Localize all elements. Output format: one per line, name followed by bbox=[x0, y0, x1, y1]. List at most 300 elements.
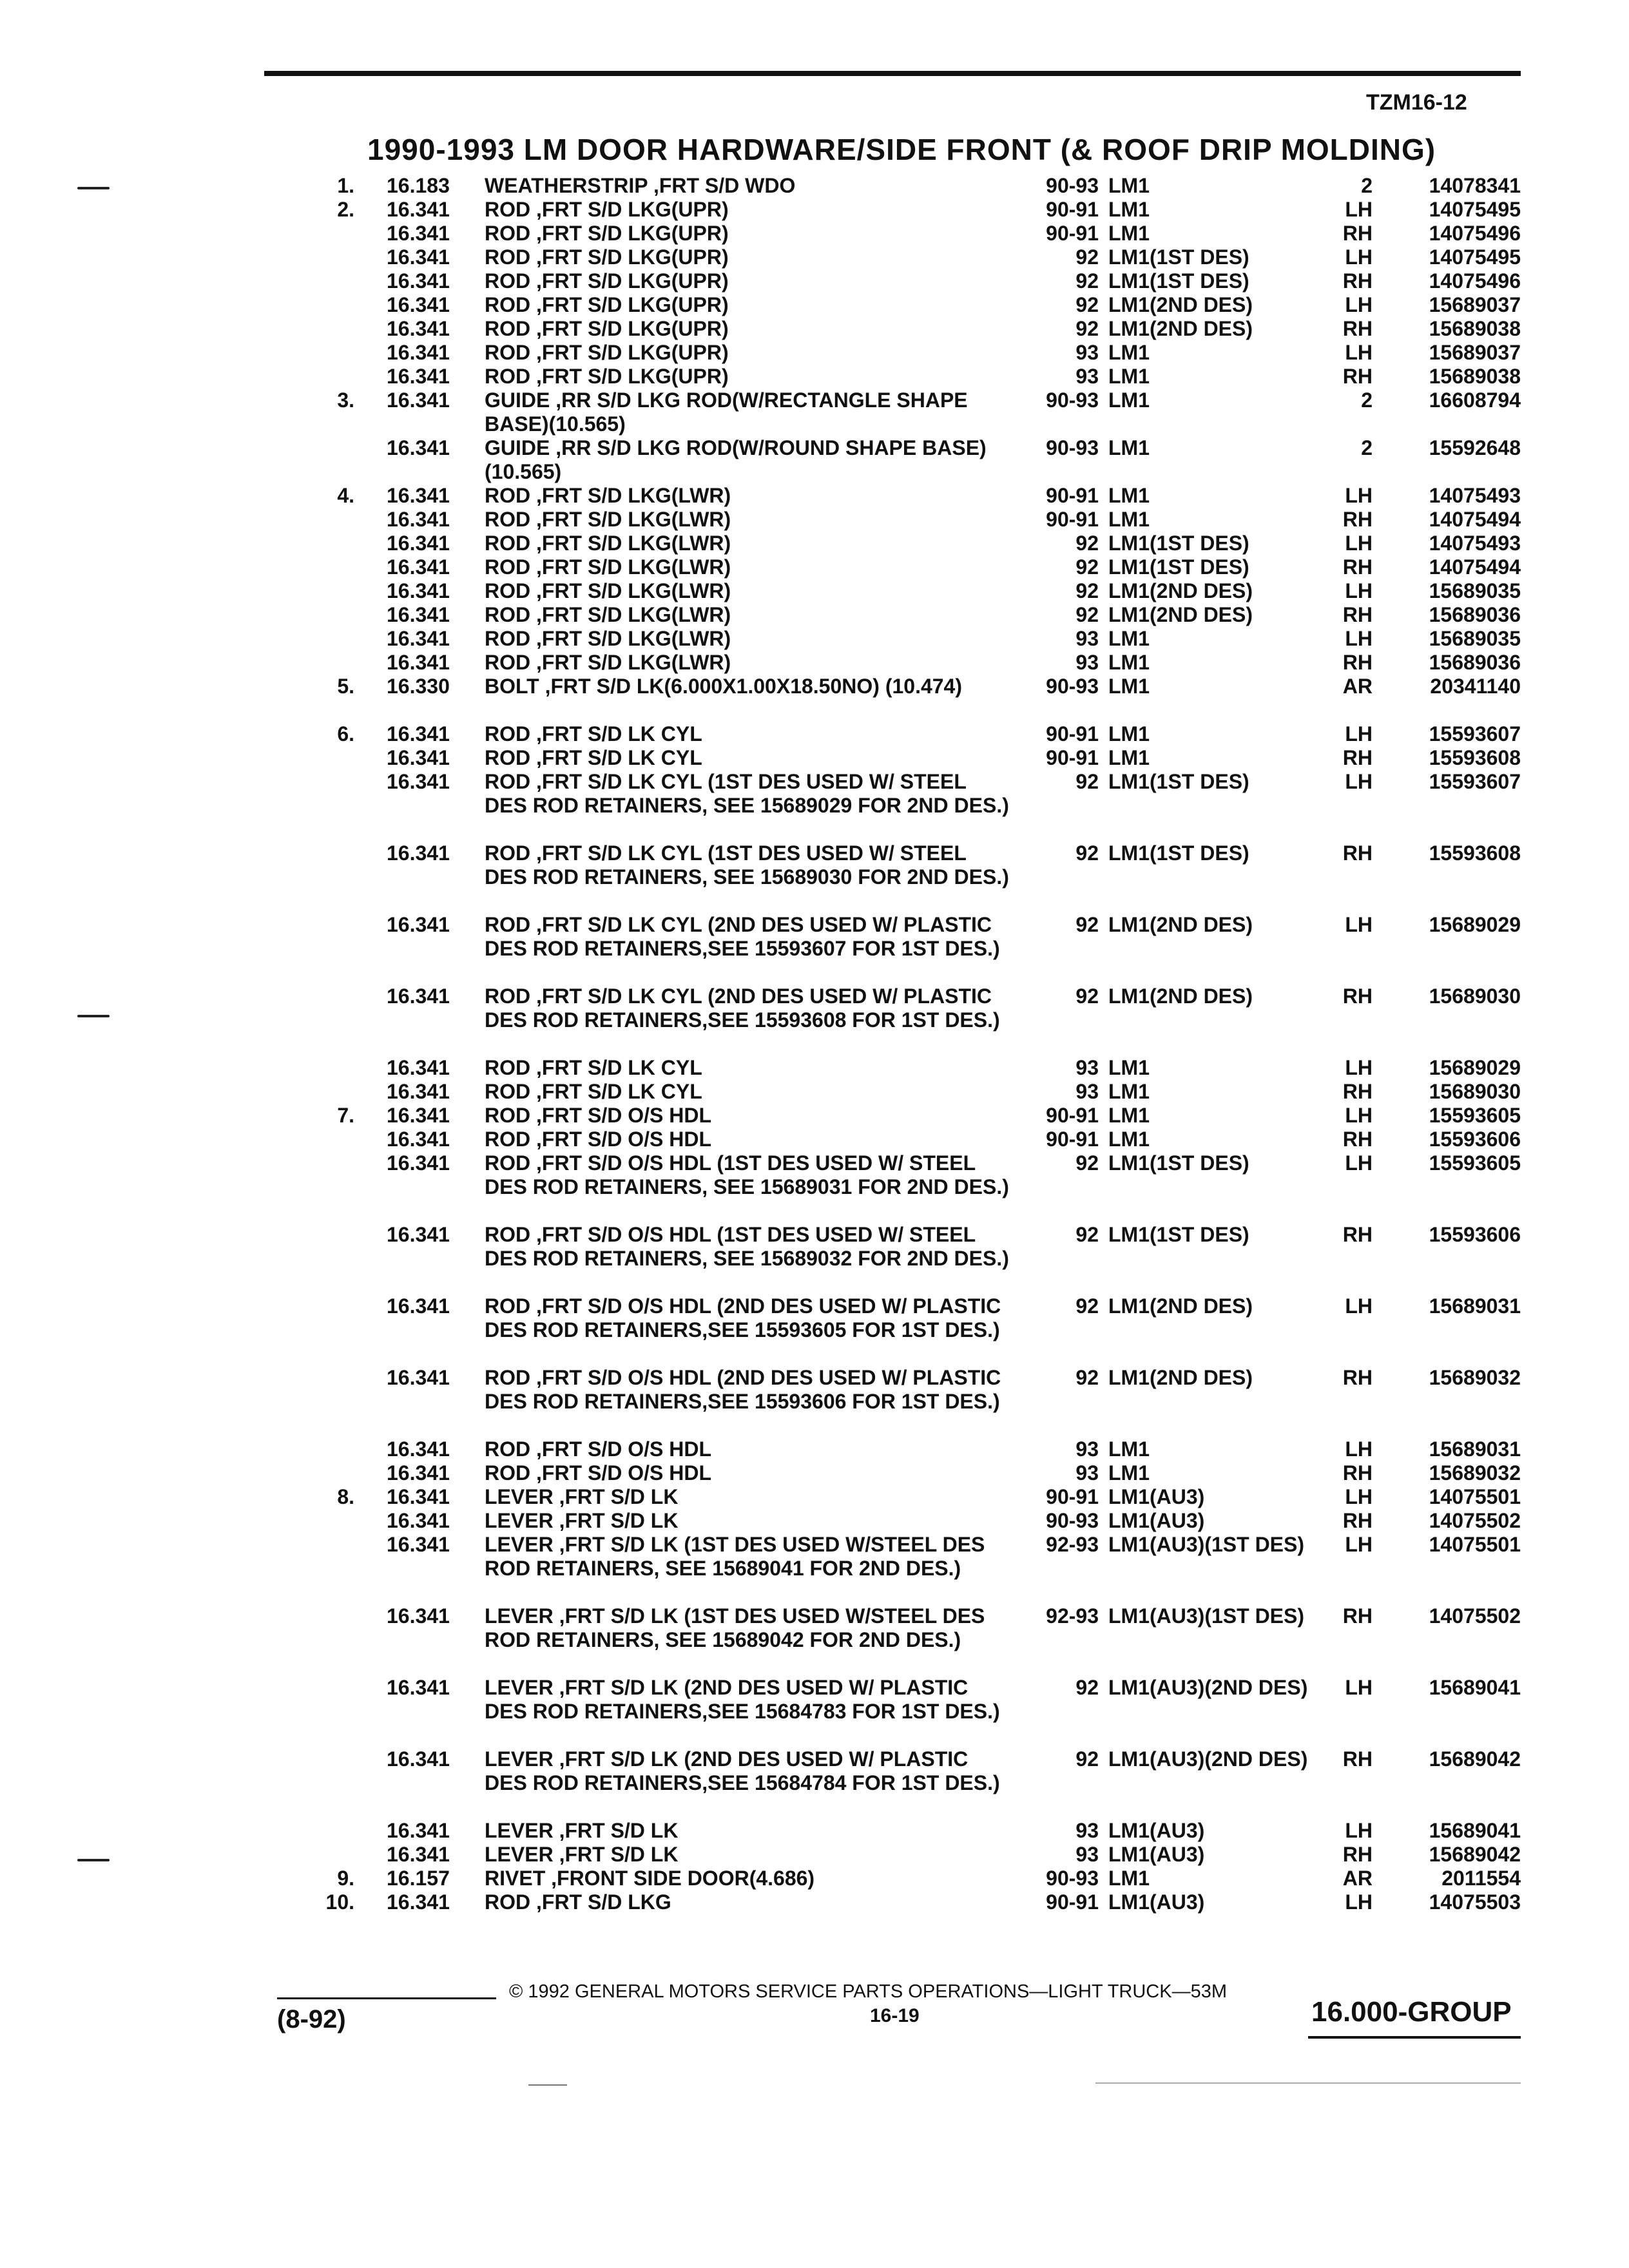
group-number: 16.330 bbox=[387, 675, 450, 698]
model-code: LM1(1ST DES) bbox=[1108, 245, 1249, 269]
quantity: RH bbox=[1342, 985, 1373, 1008]
group-number: 16.341 bbox=[387, 651, 450, 674]
part-number: 15593605 bbox=[1429, 1104, 1521, 1127]
part-row bbox=[0, 1604, 1629, 1676]
model-code: LM1(1ST DES) bbox=[1108, 269, 1249, 293]
group-number: 16.341 bbox=[387, 389, 450, 412]
part-row bbox=[0, 436, 1629, 484]
quantity: RH bbox=[1342, 746, 1373, 769]
model-code: LM1 bbox=[1108, 651, 1150, 674]
part-number: 14075495 bbox=[1429, 198, 1521, 221]
part-row bbox=[0, 1533, 1629, 1604]
part-number: 15689041 bbox=[1429, 1819, 1521, 1842]
model-code: LM1 bbox=[1108, 198, 1150, 221]
model-code: LM1(1ST DES) bbox=[1108, 1151, 1249, 1175]
model-code: LM1 bbox=[1108, 722, 1150, 745]
group-number: 16.341 bbox=[387, 341, 450, 364]
part-row bbox=[0, 1437, 1629, 1461]
part-description: ROD ,FRT S/D LKG(LWR) bbox=[485, 532, 731, 555]
model-years: 92 bbox=[1075, 913, 1099, 936]
group-number: 16.341 bbox=[387, 1128, 450, 1151]
model-years: 93 bbox=[1075, 1056, 1099, 1079]
part-description: ROD ,FRT S/D LKG(LWR) bbox=[485, 484, 731, 507]
ref-number: 3. bbox=[337, 389, 354, 412]
part-number: 15689038 bbox=[1429, 317, 1521, 340]
model-code: LM1(2ND DES) bbox=[1108, 317, 1253, 340]
part-row bbox=[0, 293, 1629, 317]
model-code: LM1 bbox=[1108, 1461, 1150, 1485]
model-years: 90-91 bbox=[1046, 222, 1099, 245]
ref-number: 2. bbox=[337, 198, 354, 221]
quantity: LH bbox=[1345, 293, 1373, 316]
part-number: 14078341 bbox=[1429, 174, 1521, 197]
group-number: 16.341 bbox=[387, 245, 450, 269]
part-number: 15593606 bbox=[1429, 1128, 1521, 1151]
model-code: LM1 bbox=[1108, 222, 1150, 245]
part-row bbox=[0, 532, 1629, 555]
page-title: 1990-1993 LM DOOR HARDWARE/SIDE FRONT (& ROOF DRIP MOLDING) bbox=[367, 133, 1436, 166]
part-number: 15689030 bbox=[1429, 1080, 1521, 1103]
quantity: RH bbox=[1342, 1128, 1373, 1151]
group-number: 16.341 bbox=[387, 532, 450, 555]
model-years: 92 bbox=[1075, 770, 1099, 793]
part-description: ROD ,FRT S/D LKG(UPR) bbox=[485, 341, 729, 364]
part-number: 14075493 bbox=[1429, 484, 1521, 507]
model-years: 90-91 bbox=[1046, 484, 1099, 507]
model-years: 93 bbox=[1075, 1080, 1099, 1103]
group-number: 16.341 bbox=[387, 722, 450, 745]
model-code: LM1 bbox=[1108, 1080, 1150, 1103]
part-number: 15593606 bbox=[1429, 1223, 1521, 1246]
part-row bbox=[0, 1056, 1629, 1080]
group-number: 16.341 bbox=[387, 1056, 450, 1079]
part-number: 15689035 bbox=[1429, 627, 1521, 650]
group-number: 16.341 bbox=[387, 1294, 450, 1318]
part-row bbox=[0, 1676, 1629, 1747]
part-number: 15689032 bbox=[1429, 1366, 1521, 1389]
model-code: LM1 bbox=[1108, 1056, 1150, 1079]
part-description: LEVER ,FRT S/D LK bbox=[485, 1819, 679, 1842]
model-code: LM1(AU3)(2ND DES) bbox=[1108, 1676, 1308, 1699]
part-number: 14075496 bbox=[1429, 222, 1521, 245]
group-number: 16.341 bbox=[387, 1676, 450, 1699]
group-number: 16.341 bbox=[387, 293, 450, 316]
group-number: 16.341 bbox=[387, 579, 450, 602]
part-row bbox=[0, 770, 1629, 841]
part-number: 15689041 bbox=[1429, 1676, 1521, 1699]
model-years: 93 bbox=[1075, 1819, 1099, 1842]
ref-number: 6. bbox=[337, 722, 354, 745]
model-code: LM1 bbox=[1108, 627, 1150, 650]
model-years: 93 bbox=[1075, 1461, 1099, 1485]
part-number: 15593605 bbox=[1429, 1151, 1521, 1175]
group-number: 16.341 bbox=[387, 317, 450, 340]
part-description: LEVER ,FRT S/D LK (2ND DES USED W/ PLASTIC DES ROD RETAINERS,SEE 15684783 FOR 1ST DES.) bbox=[485, 1676, 1000, 1723]
group-number: 16.341 bbox=[387, 603, 450, 626]
part-row bbox=[0, 746, 1629, 770]
model-years: 90-91 bbox=[1046, 198, 1099, 221]
model-years: 90-91 bbox=[1046, 1890, 1099, 1914]
group-number: 16.341 bbox=[387, 1890, 450, 1914]
top-rule bbox=[264, 71, 1521, 76]
part-description: LEVER ,FRT S/D LK (2ND DES USED W/ PLASTIC DES ROD RETAINERS,SEE 15684784 FOR 1ST DES.) bbox=[485, 1747, 1000, 1794]
group-label: 16.000-GROUP bbox=[1311, 1996, 1512, 2028]
quantity: LH bbox=[1345, 770, 1373, 793]
part-number: 15689042 bbox=[1429, 1747, 1521, 1771]
model-code: LM1(2ND DES) bbox=[1108, 603, 1253, 626]
part-row bbox=[0, 389, 1629, 436]
part-row bbox=[0, 317, 1629, 341]
model-years: 92-93 bbox=[1046, 1533, 1099, 1556]
quantity: AR bbox=[1342, 675, 1373, 698]
model-code: LM1 bbox=[1108, 436, 1150, 459]
model-years: 90-93 bbox=[1046, 675, 1099, 698]
model-years: 92 bbox=[1075, 985, 1099, 1008]
model-code: LM1 bbox=[1108, 174, 1150, 197]
group-number: 16.341 bbox=[387, 436, 450, 459]
part-row bbox=[0, 1747, 1629, 1819]
part-number: 15593608 bbox=[1429, 746, 1521, 769]
part-row bbox=[0, 269, 1629, 293]
part-description: ROD ,FRT S/D LKG(UPR) bbox=[485, 198, 729, 221]
part-number: 15689029 bbox=[1429, 1056, 1521, 1079]
quantity: RH bbox=[1342, 1223, 1373, 1246]
group-number: 16.183 bbox=[387, 174, 450, 197]
model-years: 90-91 bbox=[1046, 722, 1099, 745]
model-code: LM1(1ST DES) bbox=[1108, 555, 1249, 579]
quantity: RH bbox=[1342, 1080, 1373, 1103]
part-row bbox=[0, 1128, 1629, 1151]
model-code: LM1(AU3)(2ND DES) bbox=[1108, 1747, 1308, 1771]
part-number: 14075494 bbox=[1429, 508, 1521, 531]
quantity: LH bbox=[1345, 1294, 1373, 1318]
group-number: 16.341 bbox=[387, 1080, 450, 1103]
quantity: LH bbox=[1345, 1056, 1373, 1079]
model-code: LM1 bbox=[1108, 365, 1150, 388]
model-code: LM1 bbox=[1108, 1104, 1150, 1127]
quantity: LH bbox=[1345, 1104, 1373, 1127]
part-row bbox=[0, 627, 1629, 651]
quantity: LH bbox=[1345, 484, 1373, 507]
group-number: 16.341 bbox=[387, 1604, 450, 1628]
quantity: LH bbox=[1345, 1819, 1373, 1842]
model-years: 92 bbox=[1075, 841, 1099, 865]
model-years: 90-93 bbox=[1046, 174, 1099, 197]
part-description: ROD ,FRT S/D O/S HDL (1ST DES USED W/ STEEL DES ROD RETAINERS, SEE 15689032 FOR 2ND DES.) bbox=[485, 1223, 1009, 1270]
group-number: 16.341 bbox=[387, 841, 450, 865]
part-number: 20341140 bbox=[1430, 675, 1521, 698]
model-years: 90-91 bbox=[1046, 746, 1099, 769]
model-years: 92 bbox=[1075, 579, 1099, 602]
group-number: 16.341 bbox=[387, 746, 450, 769]
copyright-notice: © 1992 GENERAL MOTORS SERVICE PARTS OPERATIONS—LIGHT TRUCK—53M bbox=[509, 1981, 1227, 2002]
quantity: RH bbox=[1342, 269, 1373, 293]
part-row bbox=[0, 555, 1629, 579]
part-row bbox=[0, 579, 1629, 603]
part-description: ROD ,FRT S/D LKG(UPR) bbox=[485, 269, 729, 293]
part-number: 15689035 bbox=[1429, 579, 1521, 602]
part-number: 15593607 bbox=[1429, 770, 1521, 793]
group-number: 16.341 bbox=[387, 1461, 450, 1485]
quantity: LH bbox=[1345, 1676, 1373, 1699]
part-description: ROD ,FRT S/D LK CYL (2ND DES USED W/ PLASTIC DES ROD RETAINERS,SEE 15593608 FOR 1ST DES.) bbox=[485, 985, 1000, 1032]
part-number: 15593608 bbox=[1429, 841, 1521, 865]
part-number: 15689029 bbox=[1429, 913, 1521, 936]
part-description: ROD ,FRT S/D O/S HDL (2ND DES USED W/ PLASTIC DES ROD RETAINERS,SEE 15593606 FOR 1ST DES.) bbox=[485, 1366, 1001, 1413]
part-description: ROD ,FRT S/D LKG(LWR) bbox=[485, 508, 731, 531]
part-number: 15689037 bbox=[1429, 341, 1521, 364]
model-years: 93 bbox=[1075, 1843, 1099, 1866]
model-code: LM1 bbox=[1108, 389, 1150, 412]
part-number: 15689036 bbox=[1429, 603, 1521, 626]
model-code: LM1(AU3) bbox=[1108, 1509, 1205, 1532]
model-code: LM1(AU3)(1ST DES) bbox=[1108, 1604, 1305, 1628]
part-row bbox=[0, 841, 1629, 913]
part-description: BOLT ,FRT S/D LK(6.000X1.00X18.50NO) (10.474) bbox=[485, 675, 962, 698]
part-number: 15689042 bbox=[1429, 1843, 1521, 1866]
part-row bbox=[0, 174, 1629, 198]
model-code: LM1(AU3)(1ST DES) bbox=[1108, 1533, 1305, 1556]
quantity: LH bbox=[1345, 532, 1373, 555]
model-years: 93 bbox=[1075, 651, 1099, 674]
part-row bbox=[0, 1461, 1629, 1485]
group-number: 16.341 bbox=[387, 627, 450, 650]
model-code: LM1 bbox=[1108, 1128, 1150, 1151]
part-description: LEVER ,FRT S/D LK bbox=[485, 1485, 679, 1508]
part-row bbox=[0, 508, 1629, 532]
part-description: LEVER ,FRT S/D LK bbox=[485, 1509, 679, 1532]
page-number: 16-19 bbox=[870, 2005, 920, 2026]
parts-list bbox=[0, 174, 1629, 1914]
part-row bbox=[0, 985, 1629, 1056]
part-description: ROD ,FRT S/D O/S HDL bbox=[485, 1461, 711, 1485]
part-row bbox=[0, 365, 1629, 389]
quantity: AR bbox=[1342, 1867, 1373, 1890]
group-number: 16.341 bbox=[387, 508, 450, 531]
revision-date: (8-92) bbox=[277, 2005, 346, 2033]
part-number: 14075493 bbox=[1429, 532, 1521, 555]
group-number: 16.341 bbox=[387, 1104, 450, 1127]
model-years: 93 bbox=[1075, 365, 1099, 388]
model-code: LM1(AU3) bbox=[1108, 1843, 1205, 1866]
part-row bbox=[0, 1151, 1629, 1223]
group-number: 16.341 bbox=[387, 1485, 450, 1508]
group-number: 16.341 bbox=[387, 1223, 450, 1246]
quantity: LH bbox=[1345, 1485, 1373, 1508]
model-code: LM1 bbox=[1108, 508, 1150, 531]
group-number: 16.341 bbox=[387, 365, 450, 388]
model-code: LM1(2ND DES) bbox=[1108, 1366, 1253, 1389]
part-description: GUIDE ,RR S/D LKG ROD(W/RECTANGLE SHAPE BASE)(10.565) bbox=[485, 389, 968, 436]
part-row bbox=[0, 1223, 1629, 1294]
part-number: 15689030 bbox=[1429, 985, 1521, 1008]
group-number: 16.157 bbox=[387, 1867, 450, 1890]
ref-number: 8. bbox=[337, 1485, 354, 1508]
part-number: 14075501 bbox=[1429, 1485, 1521, 1508]
group-number: 16.341 bbox=[387, 1509, 450, 1532]
ref-number: 5. bbox=[337, 675, 354, 698]
quantity: 2 bbox=[1361, 389, 1373, 412]
model-code: LM1(1ST DES) bbox=[1108, 841, 1249, 865]
model-years: 90-93 bbox=[1046, 1867, 1099, 1890]
model-code: LM1(AU3) bbox=[1108, 1819, 1205, 1842]
ref-number: 10. bbox=[325, 1890, 354, 1914]
part-number: 15689032 bbox=[1429, 1461, 1521, 1485]
group-number: 16.341 bbox=[387, 484, 450, 507]
part-description: ROD ,FRT S/D LKG(UPR) bbox=[485, 365, 729, 388]
part-number: 14075494 bbox=[1429, 555, 1521, 579]
model-years: 90-91 bbox=[1046, 1128, 1099, 1151]
part-description: ROD ,FRT S/D O/S HDL bbox=[485, 1128, 711, 1151]
model-years: 90-93 bbox=[1046, 389, 1099, 412]
quantity: RH bbox=[1342, 1461, 1373, 1485]
quantity: RH bbox=[1342, 651, 1373, 674]
part-row bbox=[0, 245, 1629, 269]
part-row bbox=[0, 1366, 1629, 1437]
group-number: 16.341 bbox=[387, 1151, 450, 1175]
part-number: 14075495 bbox=[1429, 245, 1521, 269]
part-description: ROD ,FRT S/D LKG(UPR) bbox=[485, 245, 729, 269]
model-years: 92 bbox=[1075, 1151, 1099, 1175]
model-code: LM1(1ST DES) bbox=[1108, 1223, 1249, 1246]
model-code: LM1 bbox=[1108, 746, 1150, 769]
part-description: ROD ,FRT S/D LKG(LWR) bbox=[485, 603, 731, 626]
model-code: LM1(AU3) bbox=[1108, 1485, 1205, 1508]
quantity: RH bbox=[1342, 222, 1373, 245]
group-number: 16.341 bbox=[387, 1843, 450, 1866]
model-years: 92 bbox=[1075, 532, 1099, 555]
part-row bbox=[0, 484, 1629, 508]
model-years: 90-91 bbox=[1046, 1104, 1099, 1127]
group-number: 16.341 bbox=[387, 985, 450, 1008]
group-number: 16.341 bbox=[387, 222, 450, 245]
ref-number: 7. bbox=[337, 1104, 354, 1127]
part-number: 15689036 bbox=[1429, 651, 1521, 674]
quantity: LH bbox=[1345, 1533, 1373, 1556]
part-number: 15592648 bbox=[1429, 436, 1521, 459]
part-row bbox=[0, 1080, 1629, 1104]
model-code: LM1 bbox=[1108, 675, 1150, 698]
model-years: 92-93 bbox=[1046, 1604, 1099, 1628]
model-code: LM1 bbox=[1108, 1867, 1150, 1890]
group-number: 16.341 bbox=[387, 913, 450, 936]
part-row bbox=[0, 1843, 1629, 1867]
part-number: 14075502 bbox=[1429, 1604, 1521, 1628]
quantity: LH bbox=[1345, 722, 1373, 745]
part-row bbox=[0, 913, 1629, 985]
part-description: ROD ,FRT S/D LK CYL (1ST DES USED W/ STEEL DES ROD RETAINERS, SEE 15689030 FOR 2ND DES.) bbox=[485, 841, 1009, 889]
quantity: RH bbox=[1342, 841, 1373, 865]
model-years: 90-91 bbox=[1046, 508, 1099, 531]
quantity: RH bbox=[1342, 1604, 1373, 1628]
part-description: ROD ,FRT S/D LKG(LWR) bbox=[485, 579, 731, 602]
quantity: LH bbox=[1345, 1151, 1373, 1175]
model-years: 93 bbox=[1075, 627, 1099, 650]
part-description: ROD ,FRT S/D O/S HDL (2ND DES USED W/ PLASTIC DES ROD RETAINERS,SEE 15593605 FOR 1ST DES.) bbox=[485, 1294, 1001, 1341]
quantity: RH bbox=[1342, 1366, 1373, 1389]
model-code: LM1(2ND DES) bbox=[1108, 293, 1253, 316]
ref-number: 9. bbox=[337, 1867, 354, 1890]
part-number: 15689031 bbox=[1429, 1437, 1521, 1461]
part-description: LEVER ,FRT S/D LK (1ST DES USED W/STEEL DES ROD RETAINERS, SEE 15689042 FOR 2ND DES.) bbox=[485, 1604, 985, 1651]
model-years: 93 bbox=[1075, 341, 1099, 364]
part-description: ROD ,FRT S/D LK CYL bbox=[485, 1056, 702, 1079]
quantity: RH bbox=[1342, 555, 1373, 579]
part-description: ROD ,FRT S/D LK CYL bbox=[485, 722, 702, 745]
part-row bbox=[0, 222, 1629, 245]
model-code: LM1 bbox=[1108, 341, 1150, 364]
part-description: ROD ,FRT S/D LK CYL (1ST DES USED W/ STEEL DES ROD RETAINERS, SEE 15689029 FOR 2ND DES.) bbox=[485, 770, 1009, 817]
part-description: ROD ,FRT S/D LKG bbox=[485, 1890, 671, 1914]
group-number: 16.341 bbox=[387, 198, 450, 221]
model-years: 90-93 bbox=[1046, 1509, 1099, 1532]
part-description: ROD ,FRT S/D LK CYL bbox=[485, 746, 702, 769]
part-number: 14075501 bbox=[1429, 1533, 1521, 1556]
group-number: 16.341 bbox=[387, 1747, 450, 1771]
quantity: LH bbox=[1345, 245, 1373, 269]
part-number: 15689038 bbox=[1429, 365, 1521, 388]
model-code: LM1 bbox=[1108, 1437, 1150, 1461]
quantity: RH bbox=[1342, 1843, 1373, 1866]
ref-number: 1. bbox=[337, 174, 354, 197]
group-number: 16.341 bbox=[387, 1437, 450, 1461]
bottom-scan-mark bbox=[528, 2084, 567, 2086]
part-description: WEATHERSTRIP ,FRT S/D WDO bbox=[485, 174, 796, 197]
ref-number: 4. bbox=[337, 484, 354, 507]
part-description: ROD ,FRT S/D LK CYL bbox=[485, 1080, 702, 1103]
part-number: 14075503 bbox=[1429, 1890, 1521, 1914]
part-row bbox=[0, 1819, 1629, 1843]
model-code: LM1(2ND DES) bbox=[1108, 1294, 1253, 1318]
part-row bbox=[0, 722, 1629, 746]
part-description: ROD ,FRT S/D LKG(UPR) bbox=[485, 317, 729, 340]
quantity: RH bbox=[1342, 317, 1373, 340]
group-number: 16.341 bbox=[387, 555, 450, 579]
part-description: ROD ,FRT S/D O/S HDL bbox=[485, 1437, 711, 1461]
group-number: 16.341 bbox=[387, 1533, 450, 1556]
quantity: LH bbox=[1345, 198, 1373, 221]
part-number: 2011554 bbox=[1441, 1867, 1521, 1890]
model-years: 92 bbox=[1075, 1676, 1099, 1699]
part-description: GUIDE ,RR S/D LKG ROD(W/ROUND SHAPE BASE)(10.565) bbox=[485, 436, 987, 483]
part-row bbox=[0, 1485, 1629, 1509]
model-years: 92 bbox=[1075, 1747, 1099, 1771]
model-code: LM1(1ST DES) bbox=[1108, 770, 1249, 793]
model-code: LM1(AU3) bbox=[1108, 1890, 1205, 1914]
quantity: RH bbox=[1342, 365, 1373, 388]
model-years: 90-93 bbox=[1046, 436, 1099, 459]
quantity: RH bbox=[1342, 603, 1373, 626]
part-description: RIVET ,FRONT SIDE DOOR(4.686) bbox=[485, 1867, 815, 1890]
part-row bbox=[0, 198, 1629, 222]
part-description: ROD ,FRT S/D O/S HDL (1ST DES USED W/ STEEL DES ROD RETAINERS, SEE 15689031 FOR 2ND DES.) bbox=[485, 1151, 1009, 1198]
quantity: LH bbox=[1345, 579, 1373, 602]
page-code: TZM16-12 bbox=[1366, 90, 1467, 115]
part-number: 16608794 bbox=[1429, 389, 1521, 412]
model-years: 92 bbox=[1075, 317, 1099, 340]
model-years: 92 bbox=[1075, 293, 1099, 316]
model-code: LM1(2ND DES) bbox=[1108, 985, 1253, 1008]
part-row bbox=[0, 1509, 1629, 1533]
part-number: 15593607 bbox=[1429, 722, 1521, 745]
part-description: ROD ,FRT S/D LKG(LWR) bbox=[485, 627, 731, 650]
group-number: 16.341 bbox=[387, 1819, 450, 1842]
quantity: LH bbox=[1345, 913, 1373, 936]
model-code: LM1(2ND DES) bbox=[1108, 913, 1253, 936]
part-description: ROD ,FRT S/D LKG(UPR) bbox=[485, 222, 729, 245]
model-code: LM1(1ST DES) bbox=[1108, 532, 1249, 555]
quantity: RH bbox=[1342, 1509, 1373, 1532]
